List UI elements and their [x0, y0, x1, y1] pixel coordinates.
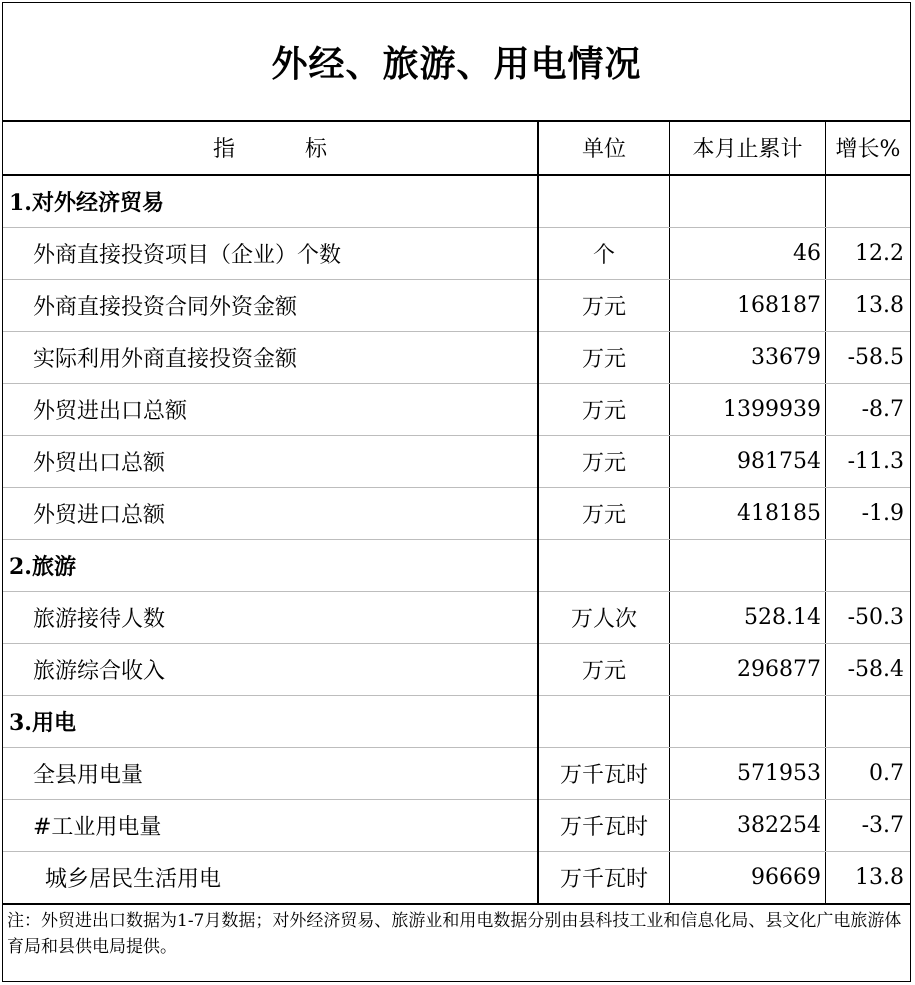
table-row: [3, 280, 910, 332]
growth-cell: 13.8: [826, 280, 911, 332]
indicator-name: 实际利用外商直接投资金额: [3, 332, 538, 384]
unit-cell: 万元: [538, 280, 670, 332]
growth-cell: -1.9: [826, 488, 911, 540]
indicator-name: 外商直接投资项目（企业）个数: [3, 228, 538, 280]
indicator-name: 外贸进口总额: [3, 488, 538, 540]
cumulative-cell: 418185: [670, 488, 826, 540]
unit-cell: 万元: [538, 332, 670, 384]
table-row: [3, 228, 910, 280]
table-row: [3, 384, 910, 436]
table-row: [3, 332, 910, 384]
table-row: [3, 800, 910, 852]
indicator-name: 全县用电量: [3, 748, 538, 800]
unit-cell: 万人次: [538, 592, 670, 644]
section-row: [3, 175, 910, 228]
table-row: [3, 488, 910, 540]
empty-cell: [538, 175, 670, 228]
growth-cell: -58.5: [826, 332, 911, 384]
header-cumulative: 本月止累计: [670, 120, 826, 175]
empty-cell: [826, 175, 911, 228]
empty-cell: [670, 540, 826, 592]
empty-cell: [538, 696, 670, 748]
data-table: [3, 120, 910, 905]
cumulative-cell: 981754: [670, 436, 826, 488]
growth-cell: -3.7: [826, 800, 911, 852]
page-title: 外经、旅游、用电情况: [3, 3, 910, 122]
growth-cell: 0.7: [826, 748, 911, 800]
cumulative-cell: 96669: [670, 852, 826, 905]
unit-cell: 个: [538, 228, 670, 280]
indicator-name: 外商直接投资合同外资金额: [3, 280, 538, 332]
unit-cell: 万元: [538, 488, 670, 540]
header-growth: 增长%: [826, 120, 911, 175]
empty-cell: [670, 696, 826, 748]
table-row: [3, 592, 910, 644]
indicator-name: 旅游综合收入: [3, 644, 538, 696]
unit-cell: 万千瓦时: [538, 852, 670, 905]
empty-cell: [670, 175, 826, 228]
cumulative-cell: 571953: [670, 748, 826, 800]
empty-cell: [538, 540, 670, 592]
growth-cell: -50.3: [826, 592, 911, 644]
indicator-name: #工业用电量: [3, 800, 538, 852]
unit-cell: 万元: [538, 384, 670, 436]
table-row: [3, 436, 910, 488]
unit-cell: 万千瓦时: [538, 748, 670, 800]
cumulative-cell: 1399939: [670, 384, 826, 436]
header-row: [3, 120, 910, 175]
table-row: [3, 852, 910, 905]
section-row: [3, 540, 910, 592]
indicator-name: 旅游接待人数: [3, 592, 538, 644]
growth-cell: 13.8: [826, 852, 911, 905]
table-row: [3, 748, 910, 800]
growth-cell: -11.3: [826, 436, 911, 488]
indicator-name: 外贸进出口总额: [3, 384, 538, 436]
cumulative-cell: 168187: [670, 280, 826, 332]
cumulative-cell: 46: [670, 228, 826, 280]
empty-cell: [826, 540, 911, 592]
section-label: 3.用电: [3, 696, 538, 748]
footnote: 注：外贸进出口数据为1-7月数据；对外经济贸易、旅游业和用电数据分别由县科技工业和信息化局、县文化广电旅游体育局和县供电局提供。: [7, 911, 902, 957]
unit-cell: 万千瓦时: [538, 800, 670, 852]
section-label: 1.对外经济贸易: [3, 175, 538, 228]
growth-cell: 12.2: [826, 228, 911, 280]
growth-cell: -58.4: [826, 644, 911, 696]
table-row: [3, 644, 910, 696]
unit-cell: 万元: [538, 644, 670, 696]
unit-cell: 万元: [538, 436, 670, 488]
indicator-name: 城乡居民生活用电: [3, 852, 538, 905]
header-unit: 单位: [538, 120, 670, 175]
cumulative-cell: 296877: [670, 644, 826, 696]
cumulative-cell: 528.14: [670, 592, 826, 644]
header-indicator: 指标: [3, 120, 538, 175]
cumulative-cell: 33679: [670, 332, 826, 384]
report-frame: [2, 2, 911, 982]
section-label: 2.旅游: [3, 540, 538, 592]
empty-cell: [826, 696, 911, 748]
section-row: [3, 696, 910, 748]
growth-cell: -8.7: [826, 384, 911, 436]
indicator-name: 外贸出口总额: [3, 436, 538, 488]
cumulative-cell: 382254: [670, 800, 826, 852]
